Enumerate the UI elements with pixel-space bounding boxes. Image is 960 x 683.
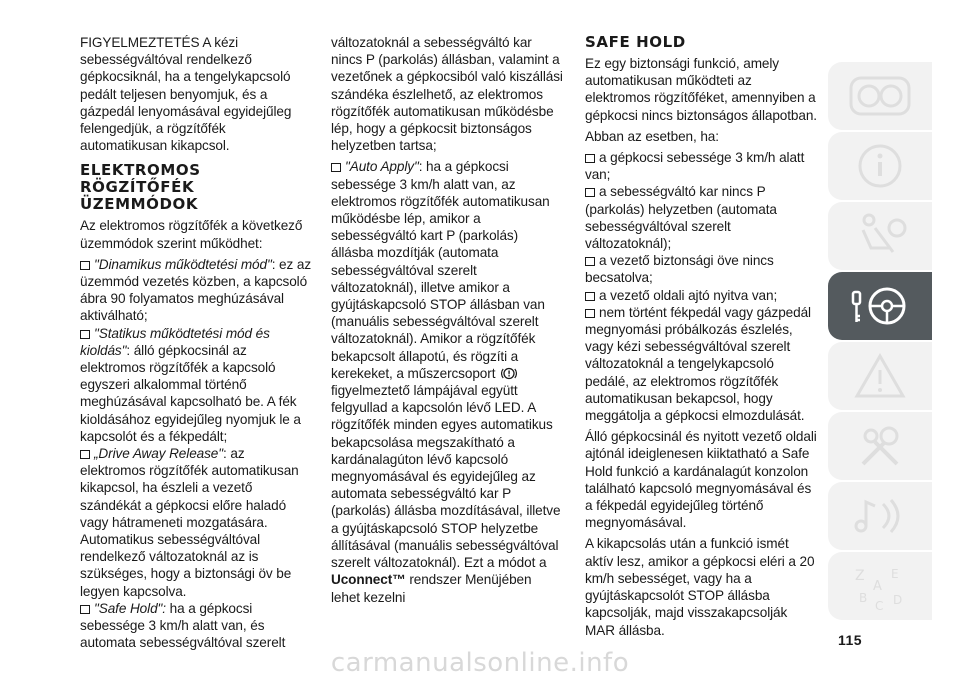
term-text: : ez az üzemmód vezetés közben, a kapcsoló ábra 90 folyamatos meghúzásával aktiválható; bbox=[80, 256, 312, 324]
term: "Statikus működtetési mód és kioldás" bbox=[80, 325, 270, 358]
square-bullet-icon bbox=[585, 154, 595, 163]
column-1 bbox=[80, 34, 312, 652]
term: "Dinamikus működtetési mód" bbox=[94, 256, 272, 272]
warning-paragraph: FIGYELMEZTETÉS A kézi sebességváltóval rendelkező gépkocsiknál, ha a tengelykapcsoló pedált teljesen benyomjuk, és a gázpedál lenyomásával egyidejűleg felengedjük, a rögzítőfék automatikusan kikapcsol. bbox=[80, 35, 292, 154]
term-text: : az elektromos rögzítőfék automatikusan kikapcsol, ha észleli a vezető szándékát a gépkocsi előre haladó vagy hátrameneti mozgatására. Automatikus sebességváltóval rendelkező változatoknál az is szükséges, hogy a biztonsági öv be legyen kapcsolva. bbox=[80, 446, 299, 599]
paragraph: Ez egy biztonsági funkció, amely automatikusan működteti az elektromos rögzítőféket, amennyiben a gépkocsi nincs biztonságos állapotban. bbox=[585, 56, 817, 123]
list-item bbox=[585, 287, 820, 304]
steering-wheel-key-icon bbox=[845, 278, 915, 334]
list-item bbox=[585, 252, 820, 286]
svg-text:!: ! bbox=[507, 369, 511, 379]
item-text: a vezető oldali ajtó nyitva van; bbox=[599, 287, 778, 303]
list-item bbox=[80, 445, 312, 600]
index-letter: B bbox=[859, 591, 868, 605]
section-heading-electric-parking-brake: ELEKTROMOS RÖGZÍTŐFÉK ÜZEMMÓDOK bbox=[80, 161, 201, 214]
term-text: rendszer Menüjében lehet kezelni bbox=[331, 572, 532, 605]
term-text: figyelmeztető lámpájával együtt felgyullad a kapcsolón lévő LED. A rögzítőfék minden egyes automatikus bekapcsolása megszakítható a kardánalagúton lévő kapcsoló megnyomásával és egyidejűleg az automata sebességváltó kar P (parkolás) állásba mozdításával, illetve a gyújtáskapcsoló STOP helyzetbe állításával (manuális sebességváltóval szerelt változatoknál). Ezt a módot a bbox=[331, 383, 561, 571]
warning-triangle-icon bbox=[845, 348, 915, 404]
page-number: 115 bbox=[838, 632, 863, 648]
term: "Safe Hold": bbox=[94, 600, 166, 616]
paragraph: Abban az esetben, ha: bbox=[585, 128, 719, 144]
paragraph: A kikapcsolás után a funkció ismét aktív lesz, amikor a gépkocsi eléri a 20 km/h sebességet, vagy ha a gyújtáskapcsolót STOP állásba kapcsolják, majd visszakapcsolják MAR állásba. bbox=[585, 536, 815, 638]
lead-paragraph: Az elektromos rögzítőfék a következő üzemmódok szerint működhet: bbox=[80, 218, 303, 251]
list-item bbox=[80, 325, 312, 445]
tools-icon bbox=[845, 418, 915, 474]
index-letter: C bbox=[875, 599, 884, 613]
parking-brake-warning-icon bbox=[501, 366, 517, 381]
item-text: a gépkocsi sebessége 3 km/h alatt van; bbox=[585, 150, 805, 183]
square-bullet-icon bbox=[585, 309, 595, 318]
tab-index[interactable] bbox=[828, 552, 932, 620]
square-bullet-icon bbox=[80, 605, 90, 614]
tab-multimedia[interactable] bbox=[828, 482, 932, 550]
term: „Drive Away Release" bbox=[94, 446, 223, 462]
square-bullet-icon bbox=[585, 188, 595, 197]
uconnect-label: Uconnect™ bbox=[331, 572, 406, 588]
watermark: carmanualsonline.info bbox=[330, 648, 630, 678]
continued-paragraph: változatoknál a sebességváltó kar nincs P (parkolás) állásban, valamint a vezetőnek a gépkocsiból való kiszállási szándéka észlelhető, az elektromos rögzítőfék automatikusan működésbe lép, hogy a gépkocsit biztonságos helyzetben tartsa; bbox=[331, 35, 563, 154]
tab-driving-active[interactable] bbox=[828, 272, 932, 340]
item-text: a sebességváltó kar nincs P (parkolás) helyzetben (automata sebességváltóval szerelt változatoknál); bbox=[585, 184, 777, 252]
chapter-tabs bbox=[828, 62, 932, 622]
dashboard-icon bbox=[845, 68, 915, 124]
square-bullet-icon bbox=[585, 292, 595, 301]
tab-maintenance[interactable] bbox=[828, 412, 932, 480]
square-bullet-icon bbox=[331, 163, 341, 172]
index-letter: A bbox=[873, 579, 882, 594]
index-letter: D bbox=[893, 593, 903, 607]
list-item bbox=[80, 256, 312, 325]
column-3 bbox=[585, 34, 820, 643]
index-letter: Z bbox=[855, 568, 865, 584]
list-item bbox=[585, 304, 820, 424]
info-icon bbox=[845, 138, 915, 194]
term-text: ha a gépkocsi sebessége 3 km/h alatt van, és automata sebességváltóval szerelt bbox=[80, 600, 286, 651]
square-bullet-icon bbox=[80, 330, 90, 339]
item-text: a vezető biztonsági öve nincs becsatolva; bbox=[585, 253, 774, 286]
tab-emergency[interactable] bbox=[828, 342, 932, 410]
list-item bbox=[585, 149, 820, 183]
term-text: : álló gépkocsinál az elektromos rögzítőfék a kapcsoló egyszeri alkalommal történő meghúzásával kapcsolható be. A fék kioldásához egyidejűleg nyomjuk le a kapcsolót és a fékpedált; bbox=[80, 342, 301, 444]
square-bullet-icon bbox=[585, 257, 595, 266]
index-abc-icon bbox=[845, 558, 915, 614]
term: "Auto Apply" bbox=[345, 159, 419, 175]
list-item bbox=[80, 600, 312, 652]
paragraph: Álló gépkocsinál és nyitott vezető oldali ajtónál ideiglenesen kiiktatható a Safe Hold funkció a kardánalagút konzolon található kapcsoló megnyomásával és a fékpedál egyidejűleg történő megnyomásával. bbox=[585, 429, 817, 531]
music-phone-icon bbox=[845, 488, 915, 544]
list-item bbox=[585, 183, 820, 252]
seat-airbag-icon bbox=[845, 208, 915, 264]
item-text: nem történt fékpedál vagy gázpedál megnyomási próbálkozás észlelés, vagy kézi sebességváltóval szerelt változatoknál a tengelykapcsoló pedálé, az elektromos rögzítőfék automatikusan bekapcsol, hogy meggátolja a gépkocsi elmozdulását. bbox=[585, 304, 811, 424]
list-item bbox=[331, 158, 563, 605]
column-2 bbox=[331, 34, 563, 606]
tab-info[interactable] bbox=[828, 132, 932, 200]
section-heading-safe-hold: SAFE HOLD bbox=[585, 33, 686, 51]
tab-safety[interactable] bbox=[828, 202, 932, 270]
tab-dashboard[interactable] bbox=[828, 62, 932, 130]
square-bullet-icon bbox=[80, 261, 90, 270]
term-text: : ha a gépkocsi sebessége 3 km/h alatt van, az elektromos rögzítőfék automatikusan működésbe lép, amikor a sebességváltó kart P (parkolás) állásba mozdítják (automata sebességváltóval szerelt változatoknál), illetve amikor a gyújtáskapcsoló STOP állásban van (manuális sebességváltóval szerelt változatoknál). Amikor a rögzítőfék bekapcsolt állapotú, és rögzíti a kerekeket, a műszercsoport bbox=[331, 159, 550, 381]
index-letter: E bbox=[891, 567, 899, 581]
square-bullet-icon bbox=[80, 450, 90, 459]
